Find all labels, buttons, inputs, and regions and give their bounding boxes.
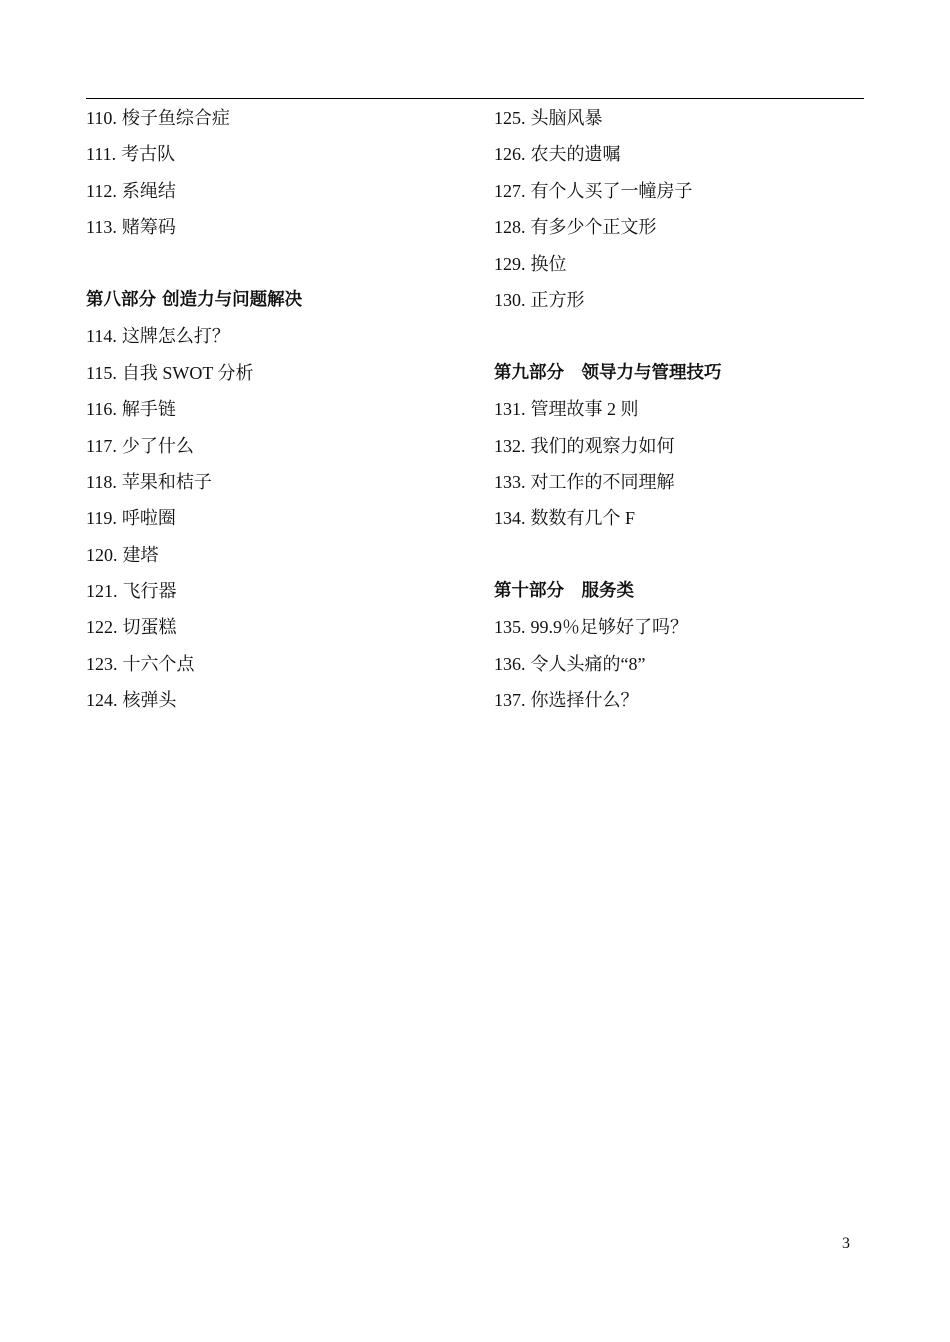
item-title: 99.9％足够好了吗？ bbox=[530, 617, 688, 638]
item-title: 核弹头 bbox=[122, 690, 177, 711]
list-item bbox=[494, 464, 864, 500]
list-item bbox=[86, 464, 486, 500]
item-number: 131. bbox=[494, 399, 526, 420]
list-item bbox=[494, 500, 864, 536]
item-number: 129. bbox=[494, 253, 526, 274]
item-number: 133. bbox=[494, 471, 526, 492]
page-number: 3 bbox=[842, 1235, 850, 1252]
list-item bbox=[494, 391, 864, 427]
item-title: 考古队 bbox=[121, 144, 176, 165]
section-heading-9: 第九部分 领导力与管理技巧 bbox=[494, 362, 722, 383]
section-spacer bbox=[86, 246, 486, 282]
item-number: 130. bbox=[494, 289, 526, 310]
item-number: 113. bbox=[86, 217, 117, 238]
item-title: 有个人买了一幢房子 bbox=[530, 180, 693, 201]
item-title: 头脑风暴 bbox=[530, 108, 603, 128]
item-number: 127. bbox=[494, 180, 526, 201]
item-number: 136. bbox=[494, 653, 526, 674]
item-title: 十六个点 bbox=[122, 653, 195, 674]
item-number: 135. bbox=[494, 617, 526, 638]
list-item bbox=[494, 136, 864, 172]
item-number: 120. bbox=[86, 544, 118, 565]
item-number: 125. bbox=[494, 108, 526, 128]
list-item bbox=[86, 355, 486, 391]
item-title: 农夫的遗嘱 bbox=[530, 144, 621, 165]
list-item bbox=[86, 573, 486, 609]
item-number: 121. bbox=[86, 581, 118, 602]
item-title: 数数有几个 F bbox=[530, 508, 636, 529]
section-heading-10: 第十部分 服务类 bbox=[494, 581, 634, 602]
item-number: 126. bbox=[494, 144, 526, 165]
item-title: 我们的观察力如何 bbox=[530, 435, 675, 456]
item-number: 112. bbox=[86, 180, 117, 201]
item-number: 114. bbox=[86, 326, 117, 347]
item-number: 134. bbox=[494, 508, 526, 529]
list-item bbox=[494, 246, 864, 282]
list-item bbox=[494, 282, 864, 318]
item-title: 自我 SWOT 分析 bbox=[121, 362, 254, 383]
list-item bbox=[86, 100, 486, 136]
left-column bbox=[86, 100, 486, 719]
item-title: 赌筹码 bbox=[121, 217, 176, 238]
item-number: 117. bbox=[86, 435, 117, 456]
list-item bbox=[494, 646, 864, 682]
item-title: 切蛋糕 bbox=[122, 617, 177, 638]
list-item bbox=[86, 136, 486, 172]
item-number: 137. bbox=[494, 690, 526, 711]
list-item bbox=[86, 682, 486, 718]
list-item bbox=[494, 428, 864, 464]
item-title: 飞行器 bbox=[122, 581, 177, 602]
item-number: 115. bbox=[86, 362, 117, 383]
item-title: 呼啦圈 bbox=[121, 508, 176, 529]
item-number: 123. bbox=[86, 653, 118, 674]
item-title: 换位 bbox=[530, 253, 567, 274]
list-item bbox=[494, 609, 864, 645]
item-title: 有多少个正文形 bbox=[530, 217, 657, 238]
list-item bbox=[86, 391, 486, 427]
section-spacer bbox=[494, 318, 864, 354]
item-title: 建塔 bbox=[122, 544, 159, 565]
item-title: 令人头痛的“8” bbox=[530, 653, 646, 674]
item-number: 122. bbox=[86, 617, 118, 638]
header-rule bbox=[86, 98, 864, 99]
list-item bbox=[494, 209, 864, 245]
item-title: 这牌怎么打？ bbox=[121, 326, 230, 347]
item-number: 111. bbox=[86, 144, 117, 165]
list-item bbox=[86, 428, 486, 464]
item-title: 少了什么 bbox=[121, 435, 194, 456]
list-item bbox=[86, 318, 486, 354]
item-title: 系绳结 bbox=[121, 180, 176, 201]
list-item bbox=[86, 537, 486, 573]
list-item bbox=[86, 500, 486, 536]
item-title: 你选择什么？ bbox=[530, 690, 639, 711]
list-item bbox=[494, 173, 864, 209]
item-number: 119. bbox=[86, 508, 117, 529]
list-item bbox=[86, 646, 486, 682]
item-title: 正方形 bbox=[530, 289, 585, 310]
right-column bbox=[494, 100, 864, 719]
item-title: 对工作的不同理解 bbox=[530, 471, 675, 492]
section-heading-8: 第八部分 创造力与问题解决 bbox=[86, 289, 303, 310]
item-number: 124. bbox=[86, 690, 118, 711]
item-number: 118. bbox=[86, 471, 117, 492]
item-title: 苹果和桔子 bbox=[121, 471, 212, 492]
item-number: 128. bbox=[494, 217, 526, 238]
item-number: 110. bbox=[86, 108, 117, 128]
list-item bbox=[86, 173, 486, 209]
item-title: 管理故事 2 则 bbox=[530, 399, 639, 420]
list-item bbox=[494, 100, 864, 136]
section-spacer bbox=[494, 537, 864, 573]
item-number: 132. bbox=[494, 435, 526, 456]
list-item bbox=[86, 209, 486, 245]
item-title: 梭子鱼综合症 bbox=[121, 108, 230, 128]
list-item bbox=[494, 682, 864, 718]
list-item bbox=[86, 609, 486, 645]
item-title: 解手链 bbox=[121, 399, 176, 420]
item-number: 116. bbox=[86, 399, 117, 420]
